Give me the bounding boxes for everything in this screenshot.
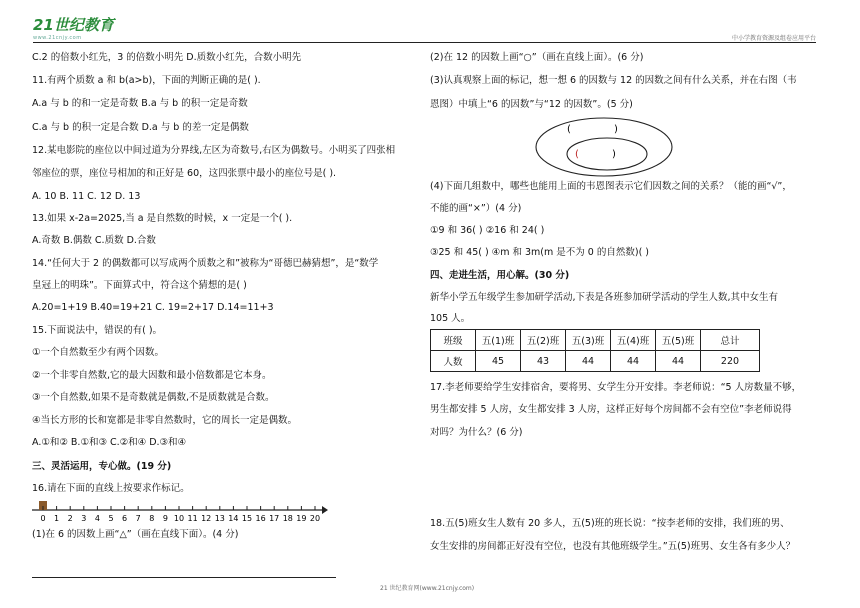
q13-options: A.奇数 B.偶数 C.质数 D.合数 [32,235,156,246]
q17-stem-1: 17.李老师要给学生安排宿舍，要将男、女学生分开安排。李老师说：“5 人房数量不够， [430,382,802,393]
q15-options: A.①和② B.①和③ C.②和④ D.③和④ [32,437,187,448]
section-4-title: 四、走进生活，用心解。(30 分) [430,270,570,281]
number-line-label: 12 [201,514,212,523]
q16-part-2: (2)在 12 的因数上画“○”（画在直线上面）。(6 分) [430,52,644,63]
venn-outer-right-bracket: ) [614,124,618,135]
table-cell: 五(2)班 [521,330,566,351]
footer-text: 21 世纪教育网(www.21cnjy.com) [380,585,475,592]
number-line-label: 3 [81,514,87,523]
number-line-label: 16 [255,514,266,523]
table-cell: 五(3)班 [566,330,611,351]
q18-stem-2: 女生安排的房间都正好没有空位，也没有其他班级学生。”五(5)班男、女生各有多少人？ [430,541,796,552]
q14-stem-2: 皇冠上的明珠”。下面算式中，符合这个猜想的是( ) [32,280,247,291]
logo [33,14,114,41]
q12-stem-2: 邻座位的票，座位号相加的和正好是 60，这四张票中最小的座位号是( ). [32,168,337,179]
table-cell: 五(1)班 [476,330,521,351]
number-line-label: 18 [282,514,293,523]
number-line-label: 19 [296,514,307,523]
number-line-label: 10 [173,514,185,523]
number-line-label: 2 [67,514,73,523]
table-cell: 44 [611,351,656,372]
table-cell: 43 [521,351,566,372]
q17-stem-2: 男生都安排 5 人房，女生都安排 3 人房，这样正好每个房间都不会有空位”李老师说得 [430,404,792,415]
number-line-label: 11 [187,514,198,523]
header-platform-text: 中小学教育资源及组卷应用平台 [731,35,816,42]
table-cell: 五(4)班 [611,330,656,351]
venn-diagram [534,116,674,178]
q12-stem-1: 12.某电影院的座位以中间过道为分界线,左区为奇数号,右区为偶数号。小明买了四张相 [32,145,396,156]
q16-part-3-a: (3)认真观察上面的标记，想一想 6 的因数与 12 的因数之间有什么关系，并在右图（韦 [430,75,797,86]
number-line-label: 7 [135,514,141,523]
number-line-label: 14 [228,514,239,523]
number-line-label: 20 [309,514,321,523]
table-cell: 44 [566,351,611,372]
venn-outer-left-bracket: ( [567,124,571,135]
number-line-label: 5 [108,514,114,523]
q16-part-4-a: (4)下面几组数中，哪些也能用上面的韦恩图表示它们因数之间的关系？（能的画“√”， [430,181,792,192]
section-3-title: 三、灵活运用，专心做。(19 分) [32,461,172,472]
table-cell: 45 [476,351,521,372]
number-line-label: 13 [214,514,225,523]
table-cell: 220 [701,351,760,372]
number-line-label: 1 [54,514,60,523]
number-line-label: 6 [122,514,128,523]
q13-stem: 13.如果 x-2a=2025,当 a 是自然数的时候，x 一定是一个( ). [32,213,293,224]
intro-text-1: 新华小学五年级学生参加研学活动,下表是各班参加研学活动的学生人数,其中女生有 [430,292,779,303]
q15-stem: 15.下面说法中，错误的有( )。 [32,325,163,336]
number-line-label: 15 [241,514,253,523]
q16-part-3-b: 恩图）中填上“6 的因数”与“12 的因数”。(5 分) [430,99,633,110]
q15-statement-2: ②一个非零自然数,它的最大因数和最小倍数都是它本身。 [32,370,272,381]
header-rule [33,42,816,43]
logo-text: 21世纪教育 [33,16,114,34]
q14-stem-1: 14.“任何大于 2 的偶数都可以写成两个质数之和”被称为“哥德巴赫猜想”，是“数学 [32,258,379,269]
logo-subtext: www.21cnjy.com [33,35,82,41]
intro-text-2: 105 人。 [430,313,471,324]
table-cell: 44 [656,351,701,372]
q16-part-4-pairs-1: ①9 和 36( ) ②16 和 24( ) [430,225,545,236]
q11-options-cd: C.a 与 b 的积一定是合数 D.a 与 b 的差一定是偶数 [32,122,249,133]
q15-statement-4: ④当长方形的长和宽都是非零自然数时，它的周长一定是偶数。 [32,415,298,426]
q15-statement-3: ③一个自然数,如果不是奇数就是偶数,不是质数就是合数。 [32,392,275,403]
number-line-label: 8 [149,514,155,523]
venn-inner-left-bracket: ( [575,149,579,160]
table-header-row [431,330,760,351]
number-line-label: 4 [94,514,100,523]
venn-inner-right-bracket: ) [612,149,616,160]
footer-rule [32,577,336,578]
table-cell: 五(5)班 [656,330,701,351]
table-cell: 班级 [431,330,476,351]
q16-part-1: (1)在 6 的因数上画“△”（画在直线下面）。(4 分) [32,529,239,540]
number-line-label: 9 [162,514,168,523]
table-row [431,351,760,372]
q11-options-ab: A.a 与 b 的和一定是奇数 B.a 与 b 的积一定是奇数 [32,98,248,109]
table-cell: 总计 [701,330,760,351]
q16-part-4-b: 不能的画“×”）(4 分) [430,203,522,214]
q11-stem: 11.有两个质数 a 和 b(a>b)，下面的判断正确的是( ). [32,75,261,86]
q16-part-4-pairs-2: ③25 和 45( ) ④m 和 3m(m 是不为 0 的自然数)( ) [430,247,649,258]
q15-statement-1: ①一个自然数至少有两个因数。 [32,347,165,358]
q10-options-cd: C.2 的倍数小红先，3 的倍数小明先 D.质数小红先，合数小明先 [32,52,302,63]
q17-stem-3: 对吗？为什么？(6 分) [430,427,523,438]
q18-stem-1: 18.五(5)班女生人数有 20 多人，五(5)班的班长说：“按李老师的安排，我们班的男、 [430,518,790,529]
table-cell: 人数 [431,351,476,372]
q12-options: A. 10 B. 11 C. 12 D. 13 [32,191,141,202]
q14-options: A.20=1+19 B.40=19+21 C. 19=2+17 D.14=11+3 [32,302,274,313]
number-line [28,500,328,526]
number-line-label: 17 [269,514,280,523]
class-table [430,329,760,372]
q16-stem: 16.请在下面的直线上按要求作标记。 [32,483,190,494]
number-line-label: 0 [40,514,46,523]
